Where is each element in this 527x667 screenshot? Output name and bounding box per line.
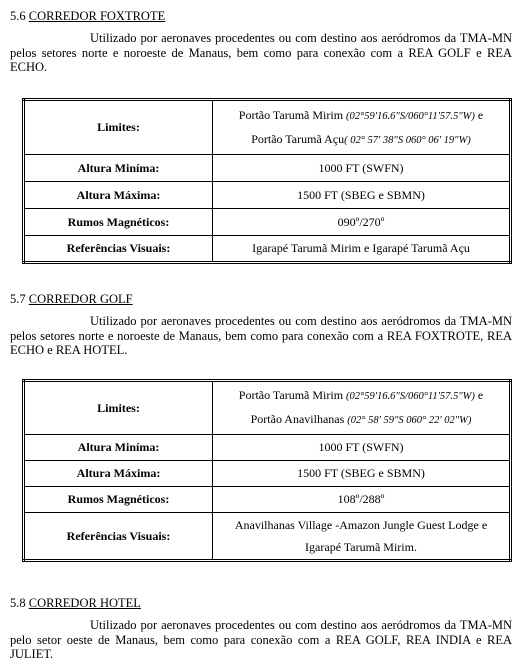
section-heading-5-7 (10, 292, 133, 307)
paragraph-text: Utilizado por aeronaves procedentes ou com destino aos aeródromos da TMA-MN pelo setor oeste de Manaus, bem como para conexão com a REA GOLF, REA INDIA e REA JULIET. (10, 618, 512, 661)
section-title: CORREDOR FOXTROTE (28, 9, 166, 23)
section-heading-5-6 (10, 9, 165, 24)
table-row-rumos (24, 487, 511, 513)
table-row-altura-minima (24, 435, 511, 461)
table-row-limites (24, 381, 511, 435)
table-row-altura-minima (24, 155, 511, 182)
row-label: Referências Visuais: (24, 236, 213, 263)
table-row-referencias (24, 236, 511, 263)
table-row-altura-maxima (24, 461, 511, 487)
row-value-limites: Portão Tarumã Mirim (02°59'16.6"S/060°11'57.5"W) e Portão Tarumã Açu( 02° 57' 38"S 060° 06' 19"W) (213, 100, 511, 155)
row-label: Altura Máxima: (24, 461, 213, 487)
row-value-referencias: Anavilhanas Village -Amazon Jungle Guest Lodge e Igarapé Tarumã Mirim. (213, 513, 511, 561)
row-label: Rumos Magnéticos: (24, 487, 213, 513)
section-heading-5-8 (10, 596, 141, 611)
section-number: 5.6 (10, 9, 26, 23)
section-paragraph-5-8 (10, 618, 512, 662)
table-row-rumos (24, 209, 511, 236)
table-row-referencias (24, 513, 511, 561)
table-row-altura-maxima (24, 182, 511, 209)
section-paragraph-5-6 (10, 31, 512, 75)
row-label: Limites: (24, 100, 213, 155)
row-value: Igarapé Tarumã Mirim e Igarapé Tarumã Açu (213, 236, 511, 263)
row-label: Altura Máxima: (24, 182, 213, 209)
section-title: CORREDOR HOTEL (28, 596, 141, 610)
row-value: 1500 FT (SBEG e SBMN) (213, 461, 511, 487)
row-value: 108º/288º (213, 487, 511, 513)
paragraph-text: Utilizado por aeronaves procedentes ou com destino aos aeródromos da TMA-MN pelos setores norte e noroeste de Manaus, bem como para conexão com a REA FOXTROTE, REA ECHO e REA HOTEL. (10, 314, 512, 357)
row-value-limites: Portão Tarumã Mirim (02°59'16.6"S/060°11'57.5"W) e Portão Anavilhanas (02° 58' 59"S 060° 22' 02"W) (213, 381, 511, 435)
table-row-limites (24, 100, 511, 155)
row-label: Rumos Magnéticos: (24, 209, 213, 236)
section-paragraph-5-7 (10, 314, 512, 358)
row-label: Referências Visuais: (24, 513, 213, 561)
row-value: 1000 FT (SWFN) (213, 435, 511, 461)
corridor-table-golf (22, 379, 512, 562)
row-value: 090º/270º (213, 209, 511, 236)
row-label: Altura Miníma: (24, 155, 213, 182)
row-label: Limites: (24, 381, 213, 435)
section-number: 5.7 (10, 292, 26, 306)
row-label: Altura Miníma: (24, 435, 213, 461)
paragraph-text: Utilizado por aeronaves procedentes ou com destino aos aeródromos da TMA-MN pelos setores norte e noroeste de Manaus, bem como para conexão com a REA GOLF e REA ECHO. (10, 31, 512, 74)
section-number: 5.8 (10, 596, 26, 610)
corridor-table-foxtrote (22, 98, 512, 264)
section-title: CORREDOR GOLF (28, 292, 133, 306)
row-value: 1500 FT (SBEG e SBMN) (213, 182, 511, 209)
row-value: 1000 FT (SWFN) (213, 155, 511, 182)
